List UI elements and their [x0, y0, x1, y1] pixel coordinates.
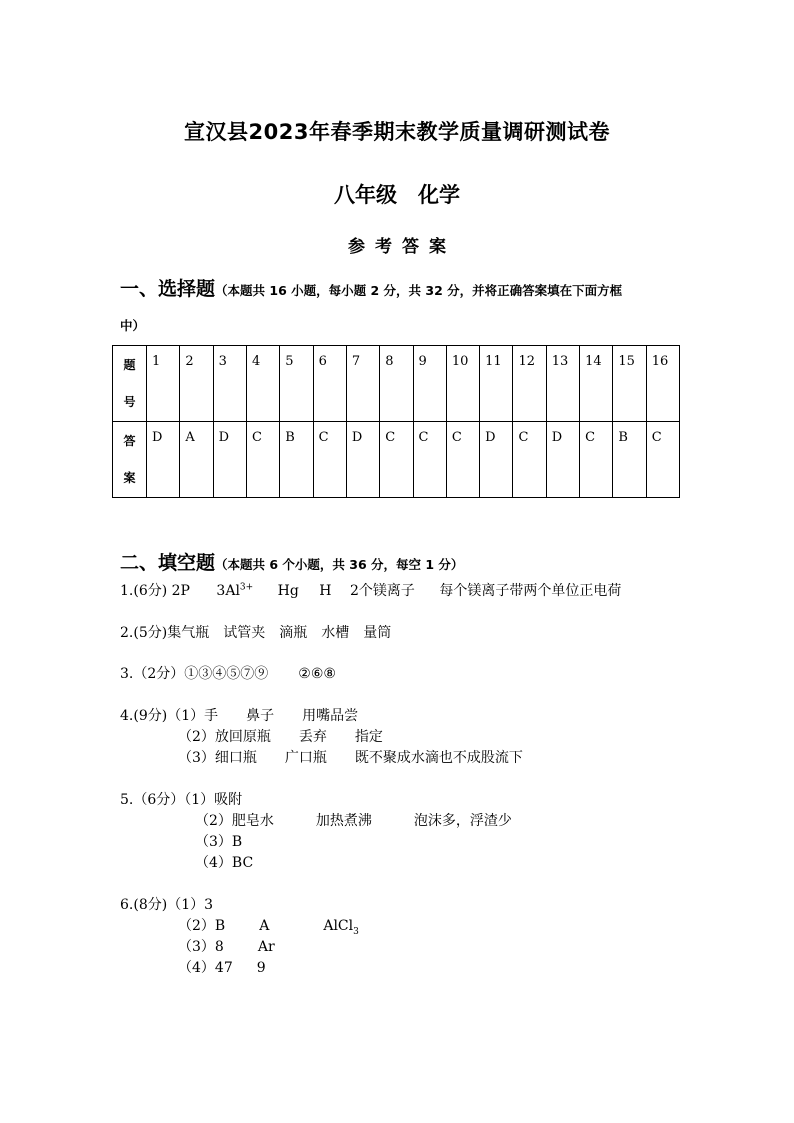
document-subtitle: 八年级 化学	[334, 183, 460, 207]
question-number: 12	[513, 346, 546, 422]
answer-cell: C	[413, 422, 446, 498]
q1-meaning: 每个镁离子带两个单位正电荷	[439, 583, 622, 599]
answer-cell: B	[613, 422, 646, 498]
answer-cell: C	[246, 422, 279, 498]
answer-heading: 参考答案	[348, 237, 456, 257]
q1-mg: 2个镁离子	[349, 583, 415, 599]
answer-row-label	[113, 422, 147, 498]
fill-q5-line3: （3）B	[195, 834, 243, 850]
q6-3b: Ar	[257, 939, 275, 955]
answer-cell: C	[513, 422, 546, 498]
answer-cell: D	[546, 422, 579, 498]
q3-group1: ①③④⑤⑦⑨	[184, 666, 269, 682]
fill-q3	[120, 663, 336, 683]
question-number: 15	[613, 346, 646, 422]
answer-cell: A	[180, 422, 213, 498]
answer-cell: D	[480, 422, 513, 498]
answer-cell: D	[213, 422, 246, 498]
fill-q6-line4	[178, 957, 266, 977]
q6-formula-base: AlCl	[323, 918, 354, 934]
document-title: 宣汉县2023年春季期末教学质量调研测试卷	[184, 120, 610, 144]
section2-heading: 二、填空题	[120, 552, 216, 574]
section1-note: （本题共 16 小题，每小题 2 分，共 32 分，并将正确答案填在下面方框	[215, 283, 623, 298]
question-number: 1	[147, 346, 180, 422]
fill-q5-line4: （4）BC	[195, 855, 254, 871]
q1-ion-charge: 3+	[239, 582, 254, 593]
question-number: 11	[480, 346, 513, 422]
question-row-label	[113, 346, 147, 422]
section1-header	[120, 274, 622, 301]
fill-q4-line1: 4.(9分)（1）手 鼻子 用嘴品尝	[120, 708, 359, 724]
answer-cell: C	[380, 422, 413, 498]
label-char: 号	[123, 395, 136, 409]
answer-cell: D	[147, 422, 180, 498]
section1-note-continued: 中）	[120, 318, 146, 333]
fill-q5-line2: （2）肥皂水 加热煮沸 泡沫多，浮渣少	[195, 813, 512, 829]
q1-label: 1.(6分) 2P	[120, 583, 190, 599]
section2-header	[120, 548, 463, 575]
q6-4b: 9	[256, 960, 266, 976]
question-number: 14	[580, 346, 613, 422]
question-number: 16	[646, 346, 679, 422]
question-number: 2	[180, 346, 213, 422]
answer-cell: D	[346, 422, 379, 498]
answer-cell: C	[580, 422, 613, 498]
q1-hg: Hg	[277, 583, 299, 599]
fill-q4-line3: （3）细口瓶 广口瓶 既不聚成水滴也不成股流下	[178, 750, 523, 766]
answer-row	[113, 422, 680, 498]
q6-4a: （4）47	[178, 960, 233, 976]
label-char: 答	[123, 434, 136, 448]
section2-note: （本题共 6 个小题，共 36 分，每空 1 分）	[215, 557, 464, 572]
fill-q5-line1: 5.（6分）（1）吸附	[120, 792, 243, 808]
fill-q6-line3	[178, 936, 275, 956]
q6-formula-sub: 3	[353, 926, 359, 937]
question-number: 8	[380, 346, 413, 422]
q1-h: H	[319, 583, 332, 599]
label-char: 题	[123, 358, 136, 372]
q3-group2: ②⑥⑧	[298, 666, 336, 682]
q1-ion	[216, 583, 253, 599]
question-number: 3	[213, 346, 246, 422]
section1-heading: 一、选择题	[120, 278, 216, 300]
question-number: 5	[280, 346, 313, 422]
q3-label: 3.（2分）	[120, 666, 185, 682]
fill-q6-line1: 6.(8分)（1）3	[120, 897, 214, 913]
q6-2b: A	[259, 918, 270, 934]
question-number: 10	[446, 346, 479, 422]
q6-2a: （2）B	[178, 918, 226, 934]
question-number: 6	[313, 346, 346, 422]
answer-cell: B	[280, 422, 313, 498]
answer-cell: C	[646, 422, 679, 498]
fill-q2: 2.(5分)集气瓶 试管夹 滴瓶 水槽 量筒	[120, 625, 392, 641]
fill-q1	[120, 580, 621, 600]
question-number: 4	[246, 346, 279, 422]
answer-table	[112, 345, 680, 498]
q1-ion-base: 3Al	[216, 583, 240, 599]
answer-cell: C	[446, 422, 479, 498]
fill-q4-line2: （2）放回原瓶 丢弃 指定	[178, 729, 383, 745]
q6-formula	[323, 918, 359, 937]
question-number: 13	[546, 346, 579, 422]
fill-q6-line2	[178, 915, 359, 937]
question-number: 7	[346, 346, 379, 422]
question-number: 9	[413, 346, 446, 422]
q6-3a: （3）8	[178, 939, 224, 955]
question-row	[113, 346, 680, 422]
label-char: 案	[123, 471, 136, 485]
answer-cell: C	[313, 422, 346, 498]
